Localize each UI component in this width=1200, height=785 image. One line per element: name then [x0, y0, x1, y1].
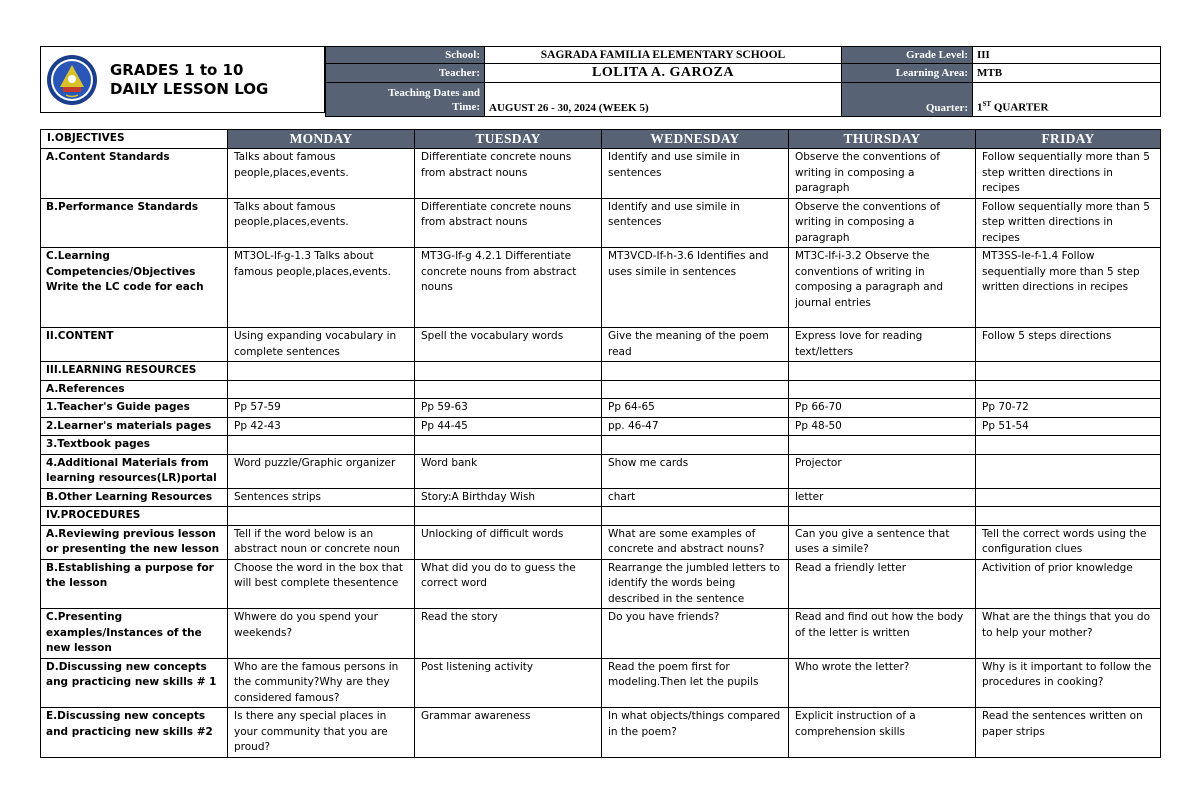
table-row [41, 488, 1161, 507]
area-value: MTB [973, 64, 1161, 83]
cell-wednesday: Read the poem first for modeling.Then let the pupils [602, 658, 789, 708]
cell-friday: MT3SS-Ie-f-1.4 Follow sequentially more than 5 step written directions in recipes [976, 248, 1161, 328]
cell-thursday: Observe the conventions of writing in composing a paragraph [789, 198, 976, 248]
cell-tuesday: Spell the vocabulary words [415, 328, 602, 362]
log-title [110, 61, 268, 99]
cell-wednesday: Show me cards [602, 454, 789, 488]
dates-label [326, 83, 485, 117]
table-row [41, 149, 1161, 199]
cell-tuesday: Story:A Birthday Wish [415, 488, 602, 507]
cell-friday: Follow sequentially more than 5 step written directions in recipes [976, 149, 1161, 199]
cell-thursday: Can you give a sentence that uses a simile? [789, 525, 976, 559]
table-row [41, 436, 1161, 455]
cell-wednesday: Rearrange the jumbled letters to identify the words being described in the sentence [602, 559, 789, 609]
table-row [41, 417, 1161, 436]
cell-thursday: Read and find out how the body of the letter is written [789, 609, 976, 659]
row-label: 3.Textbook pages [41, 436, 228, 455]
cell-monday: Talks about famous people,places,events. [228, 198, 415, 248]
cell-monday: Pp 42-43 [228, 417, 415, 436]
quarter-suffix: ST [982, 100, 992, 109]
brand-block [40, 46, 325, 113]
quarter-label: Quarter: [842, 83, 973, 117]
cell-thursday [789, 362, 976, 381]
dates-label-line2: Time: [452, 100, 480, 113]
grade-value: III [973, 47, 1161, 64]
row-label: 2.Learner's materials pages [41, 417, 228, 436]
cell-wednesday: Do you have friends? [602, 609, 789, 659]
cell-tuesday: Differentiate concrete nouns from abstract nouns [415, 198, 602, 248]
cell-monday: Using expanding vocabulary in complete sentences [228, 328, 415, 362]
cell-thursday: Observe the conventions of writing in composing a paragraph [789, 149, 976, 199]
cell-tuesday: MT3G-If-g 4.2.1 Differentiate concrete nouns from abstract nouns [415, 248, 602, 328]
dates-value: AUGUST 26 - 30, 2024 (WEEK 5) [485, 83, 842, 117]
day-header-wednesday: WEDNESDAY [602, 130, 789, 149]
cell-friday: Activition of prior knowledge [976, 559, 1161, 609]
lesson-log-header [40, 46, 1160, 113]
cell-friday [976, 507, 1161, 526]
quarter-value [973, 83, 1161, 117]
cell-monday: Pp 57-59 [228, 399, 415, 418]
cell-tuesday: Post listening activity [415, 658, 602, 708]
cell-monday: Word puzzle/Graphic organizer [228, 454, 415, 488]
cell-friday: Pp 51-54 [976, 417, 1161, 436]
cell-wednesday: In what objects/things compared in the poem? [602, 708, 789, 758]
row-label: E.Discussing new concepts and practicing new skills #2 [41, 708, 228, 758]
row-label: C.Learning Competencies/Objectives Write the LC code for each [41, 248, 228, 328]
cell-tuesday [415, 507, 602, 526]
table-row [41, 708, 1161, 758]
day-header-monday: MONDAY [228, 130, 415, 149]
cell-monday: Sentences strips [228, 488, 415, 507]
header-info-table [325, 46, 1161, 117]
cell-monday: Tell if the word below is an abstract noun or concrete noun [228, 525, 415, 559]
cell-friday [976, 436, 1161, 455]
cell-tuesday: Read the story [415, 609, 602, 659]
cell-thursday [789, 436, 976, 455]
cell-tuesday [415, 380, 602, 399]
cell-friday: Follow 5 steps directions [976, 328, 1161, 362]
quarter-text: QUARTER [991, 102, 1049, 114]
cell-monday [228, 380, 415, 399]
objectives-heading: I.OBJECTIVES [41, 130, 228, 149]
cell-tuesday: Unlocking of difficult words [415, 525, 602, 559]
log-title-line1: GRADES 1 to 10 [110, 60, 244, 79]
cell-friday: Tell the correct words using the configuration clues [976, 525, 1161, 559]
cell-wednesday [602, 362, 789, 381]
row-label: A.References [41, 380, 228, 399]
cell-wednesday: Identify and use simile in sentences [602, 198, 789, 248]
table-row [41, 609, 1161, 659]
row-label: B.Other Learning Resources [41, 488, 228, 507]
cell-thursday: Pp 66-70 [789, 399, 976, 418]
day-header-thursday: THURSDAY [789, 130, 976, 149]
cell-thursday: MT3C-If-i-3.2 Observe the conventions of writing in composing a paragraph and journal entries [789, 248, 976, 328]
cell-wednesday: MT3VCD-If-h-3.6 Identifies and uses simile in sentences [602, 248, 789, 328]
cell-thursday: letter [789, 488, 976, 507]
lesson-grid [40, 129, 1161, 758]
row-label: II.CONTENT [41, 328, 228, 362]
day-header-friday: FRIDAY [976, 130, 1161, 149]
cell-wednesday: pp. 46-47 [602, 417, 789, 436]
cell-thursday: Express love for reading text/letters [789, 328, 976, 362]
row-label: B.Establishing a purpose for the lesson [41, 559, 228, 609]
row-label: 4.Additional Materials from learning resources(LR)portal [41, 454, 228, 488]
cell-tuesday: Differentiate concrete nouns from abstract nouns [415, 149, 602, 199]
table-row [41, 658, 1161, 708]
cell-thursday: Pp 48-50 [789, 417, 976, 436]
cell-tuesday [415, 436, 602, 455]
cell-wednesday: chart [602, 488, 789, 507]
cell-monday: Who are the famous persons in the community?Why are they considered famous? [228, 658, 415, 708]
cell-wednesday [602, 380, 789, 399]
cell-tuesday: Grammar awareness [415, 708, 602, 758]
cell-monday [228, 507, 415, 526]
row-label: III.LEARNING RESOURCES [41, 362, 228, 381]
cell-monday: MT3OL-If-g-1.3 Talks about famous people,places,events. [228, 248, 415, 328]
row-label: A.Content Standards [41, 149, 228, 199]
row-label: D.Discussing new concepts ang practicing new skills # 1 [41, 658, 228, 708]
table-row [41, 454, 1161, 488]
cell-wednesday: Pp 64-65 [602, 399, 789, 418]
cell-monday: Whwere do you spend your weekends? [228, 609, 415, 659]
area-label: Learning Area: [842, 64, 973, 83]
row-label: B.Performance Standards [41, 198, 228, 248]
cell-wednesday [602, 436, 789, 455]
cell-monday [228, 436, 415, 455]
grid-header-row [41, 130, 1161, 149]
dates-label-line1: Teaching Dates and [388, 86, 480, 99]
school-value: SAGRADA FAMILIA ELEMENTARY SCHOOL [485, 47, 842, 64]
deped-seal-icon [46, 54, 98, 106]
row-label: A.Reviewing previous lesson or presenting the new lesson [41, 525, 228, 559]
cell-friday [976, 488, 1161, 507]
table-row [41, 399, 1161, 418]
cell-friday: Why is it important to follow the procedures in cooking? [976, 658, 1161, 708]
row-label: 1.Teacher's Guide pages [41, 399, 228, 418]
cell-friday: Read the sentences written on paper strips [976, 708, 1161, 758]
cell-thursday [789, 380, 976, 399]
cell-monday: Talks about famous people,places,events. [228, 149, 415, 199]
cell-wednesday: Give the meaning of the poem read [602, 328, 789, 362]
cell-wednesday: What are some examples of concrete and abstract nouns? [602, 525, 789, 559]
cell-friday: Follow sequentially more than 5 step written directions in recipes [976, 198, 1161, 248]
row-label: IV.PROCEDURES [41, 507, 228, 526]
table-row [41, 198, 1161, 248]
cell-tuesday: Pp 44-45 [415, 417, 602, 436]
cell-wednesday: Identify and use simile in sentences [602, 149, 789, 199]
table-row [41, 328, 1161, 362]
day-header-tuesday: TUESDAY [415, 130, 602, 149]
log-title-line2: DAILY LESSON LOG [110, 79, 269, 98]
cell-thursday: Projector [789, 454, 976, 488]
cell-monday [228, 362, 415, 381]
cell-thursday: Explicit instruction of a comprehension skills [789, 708, 976, 758]
table-row [41, 362, 1161, 381]
school-label: School: [326, 47, 485, 64]
table-row [41, 559, 1161, 609]
grid-body [41, 149, 1161, 758]
teacher-value: LOLITA A. GAROZA [485, 64, 842, 83]
cell-friday [976, 380, 1161, 399]
cell-monday: Is there any special places in your community that you are proud? [228, 708, 415, 758]
cell-thursday: Who wrote the letter? [789, 658, 976, 708]
row-label: C.Presenting examples/Instances of the new lesson [41, 609, 228, 659]
cell-tuesday [415, 362, 602, 381]
cell-monday: Choose the word in the box that will best complete thesentence [228, 559, 415, 609]
cell-tuesday: Pp 59-63 [415, 399, 602, 418]
cell-friday: What are the things that you do to help your mother? [976, 609, 1161, 659]
cell-friday [976, 454, 1161, 488]
quarter-number: 1 [977, 102, 983, 114]
cell-tuesday: Word bank [415, 454, 602, 488]
grade-label: Grade Level: [842, 47, 973, 64]
cell-thursday [789, 507, 976, 526]
table-row [41, 248, 1161, 328]
cell-friday: Pp 70-72 [976, 399, 1161, 418]
cell-friday [976, 362, 1161, 381]
cell-wednesday [602, 507, 789, 526]
table-row [41, 380, 1161, 399]
table-row [41, 525, 1161, 559]
teacher-label: Teacher: [326, 64, 485, 83]
table-row [41, 507, 1161, 526]
cell-tuesday: What did you do to guess the correct word [415, 559, 602, 609]
cell-thursday: Read a friendly letter [789, 559, 976, 609]
